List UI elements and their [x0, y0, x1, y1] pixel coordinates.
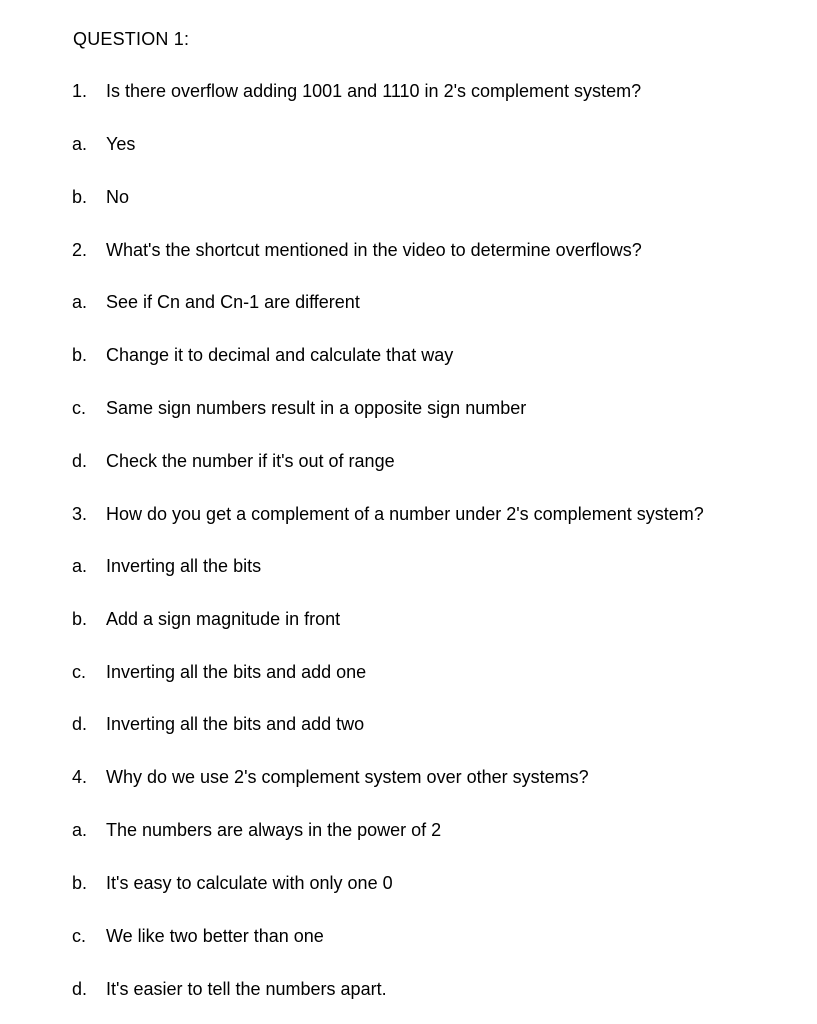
option-letter: d. — [72, 979, 88, 999]
option-text: Check the number if it's out of range — [106, 451, 395, 471]
question-number: 2. — [72, 240, 88, 260]
option-text: It's easier to tell the numbers apart. — [106, 979, 387, 999]
option-text: See if Cn and Cn-1 are different — [106, 292, 360, 312]
option-letter: a. — [72, 556, 88, 576]
option-letter: b. — [72, 345, 88, 365]
question-number: 1. — [72, 81, 88, 101]
option-letter: b. — [72, 187, 88, 207]
q4-option-d — [72, 977, 387, 1001]
option-letter: a. — [72, 134, 88, 154]
page-heading: QUESTION 1: — [73, 29, 190, 49]
q3-option-c — [72, 660, 366, 684]
question-1 — [72, 79, 641, 103]
option-letter: a. — [72, 820, 88, 840]
q2-option-b — [72, 343, 453, 367]
question-text: Is there overflow adding 1001 and 1110 in 2's complement system? — [106, 81, 642, 101]
q2-option-a — [72, 290, 360, 314]
option-text: The numbers are always in the power of 2 — [106, 820, 442, 840]
question-text: How do you get a complement of a number under 2's complement system? — [106, 504, 704, 524]
q2-option-d — [72, 449, 395, 473]
q1-option-a — [72, 132, 135, 156]
q1-option-b — [72, 185, 129, 209]
question-number: 4. — [72, 767, 88, 787]
option-text: Inverting all the bits — [106, 556, 262, 576]
option-letter: c. — [72, 398, 87, 418]
q2-option-c — [72, 396, 526, 420]
option-letter: b. — [72, 873, 88, 893]
q3-option-d — [72, 712, 364, 736]
option-text: We like two better than one — [106, 926, 324, 946]
question-text: Why do we use 2's complement system over other systems? — [106, 767, 589, 787]
option-text: Inverting all the bits and add one — [106, 662, 367, 682]
option-letter: c. — [72, 926, 87, 946]
option-text: It's easy to calculate with only one 0 — [106, 873, 393, 893]
question-text: What's the shortcut mentioned in the video to determine overflows? — [106, 240, 642, 260]
q4-option-c — [72, 924, 324, 948]
q4-option-a — [72, 818, 441, 842]
option-text: No — [106, 187, 130, 207]
option-letter: d. — [72, 451, 88, 471]
q3-option-a — [72, 554, 261, 578]
question-number: 3. — [72, 504, 88, 524]
q4-option-b — [72, 871, 393, 895]
option-letter: c. — [72, 662, 87, 682]
option-text: Inverting all the bits and add two — [106, 714, 365, 734]
option-text: Yes — [106, 134, 136, 154]
question-4 — [72, 765, 589, 789]
question-2 — [72, 238, 642, 262]
option-text: Add a sign magnitude in front — [106, 609, 341, 629]
option-text: Change it to decimal and calculate that way — [106, 345, 454, 365]
option-letter: a. — [72, 292, 88, 312]
q3-option-b — [72, 607, 340, 631]
option-letter: d. — [72, 714, 88, 734]
option-letter: b. — [72, 609, 88, 629]
question-3 — [72, 502, 704, 526]
option-text: Same sign numbers result in a opposite sign number — [106, 398, 527, 418]
